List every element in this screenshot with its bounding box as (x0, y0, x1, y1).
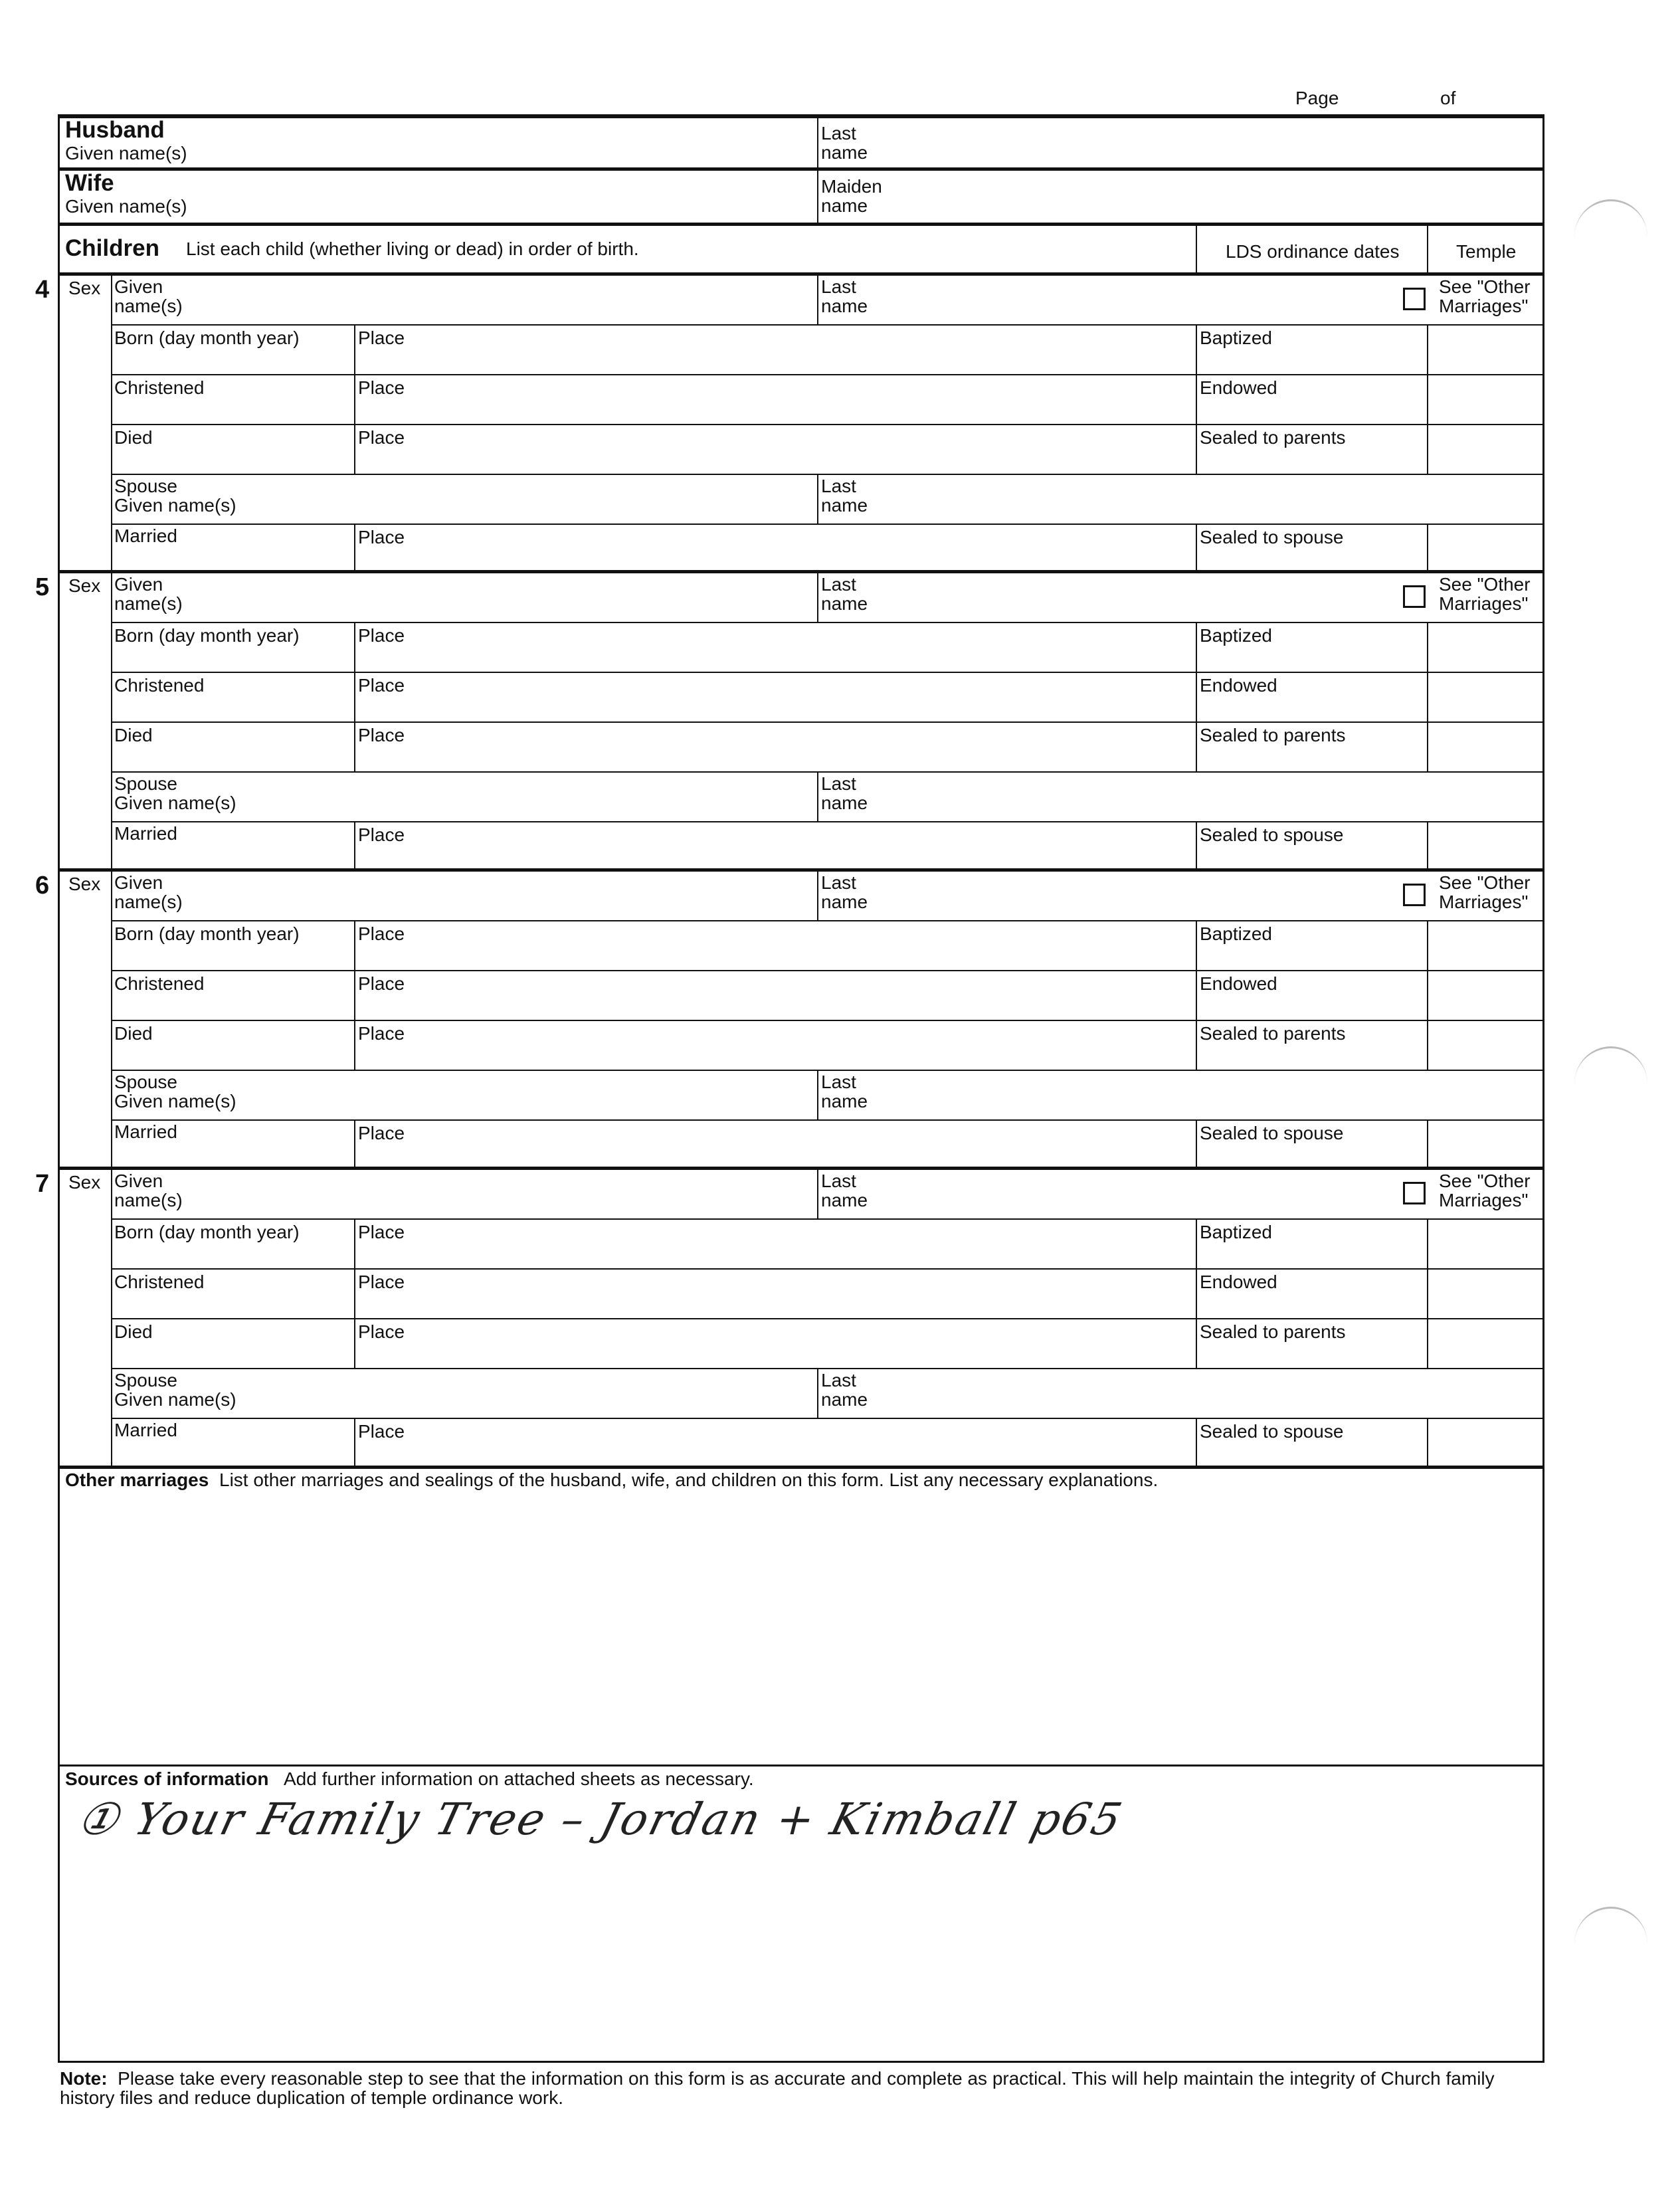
child-number: 6 (35, 872, 50, 900)
child-name-field[interactable] (112, 872, 1395, 919)
note (60, 2069, 1541, 2107)
born-label: Born (day month year) (114, 923, 300, 944)
married-place-field[interactable] (355, 525, 1194, 572)
child-number: 7 (35, 1170, 50, 1198)
last-label: Last (821, 872, 856, 893)
lds-ordinance-dates-label: LDS ordinance dates (1226, 241, 1400, 262)
see-other-label: See "Other (1439, 276, 1531, 297)
spouse-last-label: Last (821, 1370, 856, 1390)
sealed-parents-label: Sealed to parents (1200, 427, 1346, 448)
spouse-last-label: Last (821, 476, 856, 496)
died-place-field[interactable] (355, 1021, 1194, 1068)
wife-given-label: Given name(s) (65, 196, 187, 217)
child-name-field[interactable] (112, 573, 1395, 620)
binder-hole (1574, 1046, 1647, 1121)
place-label: Place (358, 527, 405, 547)
given-label: Given (114, 276, 163, 297)
sealed-to-spouse-label: Sealed to spouse (1200, 1123, 1344, 1143)
christened-label: Christened (114, 1272, 205, 1292)
see-other-label-2: Marriages" (1439, 593, 1529, 614)
last-label: Last (821, 574, 856, 595)
last-label-2: name (821, 1190, 868, 1210)
husband-title: Husband (65, 117, 165, 143)
married-label: Married (114, 823, 177, 844)
given-label: Given (114, 1171, 163, 1191)
spouse-label: Spouse (114, 1072, 177, 1092)
born-label: Born (day month year) (114, 625, 300, 646)
endowed-label: Endowed (1200, 675, 1277, 696)
married-place-field[interactable] (355, 1121, 1194, 1168)
spouse-last-label-2: name (821, 1389, 868, 1410)
baptized-label: Baptized (1200, 1222, 1272, 1242)
see-other-label: See "Other (1439, 1171, 1531, 1191)
wife-maiden-label-2: name (821, 195, 868, 216)
sex-label: Sex (68, 874, 101, 894)
child-name-field[interactable] (112, 1170, 1395, 1217)
other-marriages-instruction: List other marriages and sealings of the husband, wife, and children on this form. List any necessary explanations. (219, 1470, 1159, 1490)
see-other-label-2: Marriages" (1439, 1190, 1529, 1210)
spouse-name-field[interactable] (112, 475, 1542, 522)
place-label: Place (358, 625, 405, 646)
christened-label: Christened (114, 675, 205, 696)
other-marriages-checkbox[interactable] (1403, 884, 1426, 906)
place-label: Place (358, 1023, 405, 1044)
married-label: Married (114, 1420, 177, 1440)
endowed-label: Endowed (1200, 377, 1277, 398)
sealed-to-spouse-label: Sealed to spouse (1200, 527, 1344, 547)
other-marriages-checkbox[interactable] (1403, 288, 1426, 310)
christened-place-field[interactable] (355, 1270, 1194, 1317)
born-place-field[interactable] (355, 623, 1194, 670)
spouse-label: Spouse (114, 773, 177, 794)
other-marriages-checkbox[interactable] (1403, 1182, 1426, 1204)
spouse-name-field[interactable] (112, 1071, 1542, 1118)
born-place-field[interactable] (355, 1220, 1194, 1267)
christened-place-field[interactable] (355, 673, 1194, 720)
spouse-last-label: Last (821, 1072, 856, 1092)
baptized-label: Baptized (1200, 625, 1272, 646)
died-label: Died (114, 1023, 153, 1044)
note-label: Note: (60, 2068, 108, 2089)
sex-label: Sex (68, 575, 101, 596)
see-other-label-2: Marriages" (1439, 296, 1529, 316)
spouse-name-field[interactable] (112, 1369, 1542, 1416)
sex-label: Sex (68, 278, 101, 298)
binder-hole (1574, 199, 1647, 274)
wife-maiden-label-1: Maiden (821, 176, 882, 197)
married-place-field[interactable] (355, 822, 1194, 870)
temple-label: Temple (1456, 241, 1517, 262)
of-label: of (1440, 88, 1456, 108)
christened-label: Christened (114, 377, 205, 398)
baptized-label: Baptized (1200, 923, 1272, 944)
husband-last-label-2: name (821, 142, 868, 163)
spouse-label: Spouse (114, 476, 177, 496)
baptized-label: Baptized (1200, 328, 1272, 348)
married-label: Married (114, 525, 177, 546)
last-label-2: name (821, 892, 868, 912)
place-label: Place (358, 1123, 405, 1143)
spouse-last-label: Last (821, 773, 856, 794)
endowed-label: Endowed (1200, 973, 1277, 994)
place-label: Place (358, 923, 405, 944)
spouse-given-label: Given name(s) (114, 1091, 236, 1111)
last-label-2: name (821, 593, 868, 614)
place-label: Place (358, 725, 405, 745)
christened-place-field[interactable] (355, 971, 1194, 1018)
binder-hole (1574, 1907, 1647, 1982)
place-label: Place (358, 427, 405, 448)
sealed-parents-label: Sealed to parents (1200, 1023, 1346, 1044)
sealed-parents-label: Sealed to parents (1200, 1321, 1346, 1342)
wife-title: Wife (65, 170, 114, 196)
last-label: Last (821, 1171, 856, 1191)
given-label-2: name(s) (114, 296, 183, 316)
spouse-last-label-2: name (821, 1091, 868, 1111)
died-label: Died (114, 1321, 153, 1342)
sources-field[interactable] (63, 1794, 1541, 2059)
children-title: Children (65, 235, 159, 261)
christened-place-field[interactable] (355, 375, 1194, 423)
spouse-given-label: Given name(s) (114, 495, 236, 516)
husband-last-label-1: Last (821, 123, 856, 143)
handwritten-source: ① Your Family Tree – Jordan + Kimball p65 (72, 1794, 1129, 1845)
given-label-2: name(s) (114, 593, 183, 614)
other-marriages-title: Other marriages (65, 1470, 209, 1490)
place-label: Place (358, 377, 405, 398)
born-label: Born (day month year) (114, 328, 300, 348)
spouse-label: Spouse (114, 1370, 177, 1390)
last-label: Last (821, 276, 856, 297)
other-marriages-field[interactable] (63, 1495, 1541, 1761)
died-place-field[interactable] (355, 425, 1194, 472)
child-name-field[interactable] (112, 276, 1395, 323)
sources-instruction: Add further information on attached sheets as necessary. (284, 1768, 754, 1789)
spouse-given-label: Given name(s) (114, 793, 236, 813)
see-other-label-2: Marriages" (1439, 892, 1529, 912)
married-place-field[interactable] (355, 1419, 1194, 1466)
given-label: Given (114, 574, 163, 595)
died-place-field[interactable] (355, 1319, 1194, 1367)
place-label: Place (358, 1321, 405, 1342)
spouse-given-label: Given name(s) (114, 1389, 236, 1410)
children-instruction: List each child (whether living or dead) in order of birth. (186, 239, 639, 259)
died-place-field[interactable] (355, 723, 1194, 770)
endowed-label: Endowed (1200, 1272, 1277, 1292)
see-other-label: See "Other (1439, 574, 1531, 595)
place-label: Place (358, 973, 405, 994)
place-label: Place (358, 1222, 405, 1242)
died-label: Died (114, 427, 153, 448)
given-label-2: name(s) (114, 892, 183, 912)
child-number: 5 (35, 573, 50, 601)
child-number: 4 (35, 276, 50, 304)
place-label: Place (358, 1272, 405, 1292)
sealed-to-spouse-label: Sealed to spouse (1200, 1421, 1344, 1442)
born-place-field[interactable] (355, 921, 1194, 969)
note-text: Please take every reasonable step to see that the information on this form is as accurate and complete as practical. This will help maintain the integrity of Church family history files and reduce duplication of temple ordinance work. (60, 2068, 1495, 2108)
spouse-name-field[interactable] (112, 773, 1542, 820)
place-label: Place (358, 1421, 405, 1442)
place-label: Place (358, 328, 405, 348)
sex-label: Sex (68, 1172, 101, 1193)
last-label-2: name (821, 296, 868, 316)
other-marriages-checkbox[interactable] (1403, 585, 1426, 608)
see-other-label: See "Other (1439, 872, 1531, 893)
place-label: Place (358, 824, 405, 845)
place-label: Place (358, 675, 405, 696)
sealed-to-spouse-label: Sealed to spouse (1200, 824, 1344, 845)
given-label-2: name(s) (114, 1190, 183, 1210)
died-label: Died (114, 725, 153, 745)
page-label: Page (1295, 88, 1339, 108)
born-place-field[interactable] (355, 326, 1194, 373)
spouse-last-label-2: name (821, 495, 868, 516)
given-label: Given (114, 872, 163, 893)
spouse-last-label-2: name (821, 793, 868, 813)
sources-title: Sources of information (65, 1768, 269, 1789)
born-label: Born (day month year) (114, 1222, 300, 1242)
sealed-parents-label: Sealed to parents (1200, 725, 1346, 745)
husband-given-label: Given name(s) (65, 143, 187, 163)
married-label: Married (114, 1121, 177, 1142)
christened-label: Christened (114, 973, 205, 994)
